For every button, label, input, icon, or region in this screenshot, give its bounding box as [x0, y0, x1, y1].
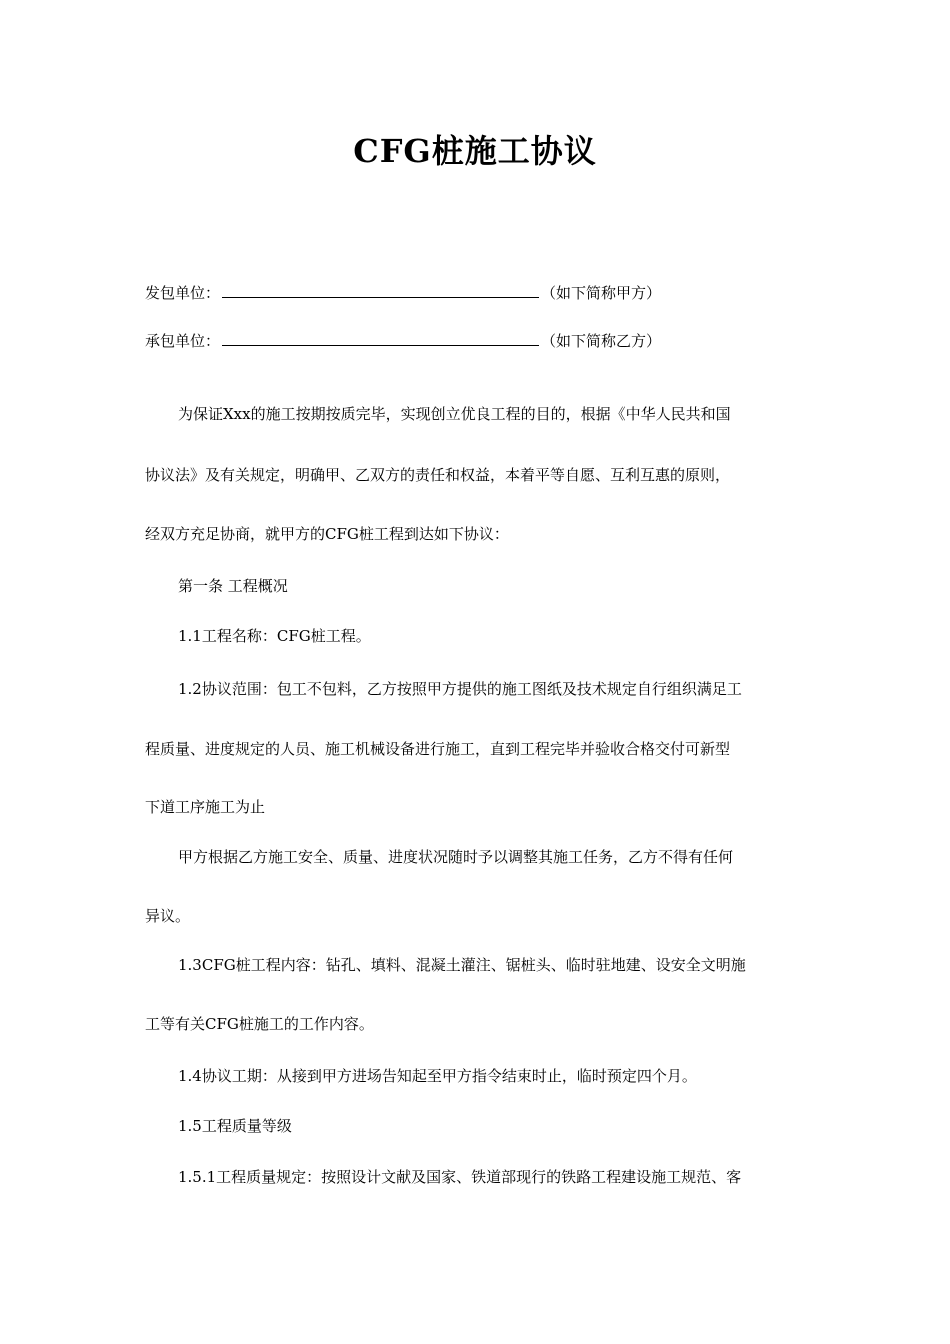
clause-line: 1.3CFG桩工程内容：钻孔、填料、混凝土灌注、锯桩头、临时驻地建、设安全文明施 — [178, 956, 746, 974]
clause-line: 下道工序施工为止 — [145, 798, 266, 816]
employer-line — [145, 282, 661, 303]
body-line: 异议。 — [145, 907, 191, 925]
clause-line: 1.2协议范围：包工不包料，乙方按照甲方提供的施工图纸及技术规定自行组织满足工 — [178, 680, 742, 698]
section-heading: 第一条 工程概况 — [178, 577, 288, 595]
clause-line: 1.5.1工程质量规定：按照设计文献及国家、铁道部现行的铁路工程建设施工规范、客 — [178, 1168, 742, 1186]
contractor-label: 承包单位： — [145, 332, 221, 350]
contractor-suffix: （如下简称乙方） — [541, 332, 662, 350]
clause-line: 1.1工程名称：CFG桩工程。 — [178, 627, 371, 645]
employer-label: 发包单位： — [145, 284, 221, 302]
employer-suffix: （如下简称甲方） — [541, 284, 662, 302]
clause-line: 程质量、进度规定的人员、施工机械设备进行施工，直到工程完毕并验收合格交付可新型 — [145, 740, 731, 758]
clause-line: 1.4协议工期：从接到甲方进场告知起至甲方指令结束时止，临时预定四个月。 — [178, 1067, 697, 1085]
contractor-blank — [222, 331, 539, 346]
clause-line: 工等有关CFG桩施工的工作内容。 — [145, 1015, 374, 1033]
body-line: 为保证Xxx的施工按期按质完毕，实现创立优良工程的目的，根据《中华人民共和国 — [178, 405, 731, 423]
clause-line: 1.5工程质量等级 — [178, 1117, 292, 1135]
employer-blank — [222, 283, 539, 298]
body-line: 甲方根据乙方施工安全、质量、进度状况随时予以调整其施工任务，乙方不得有任何 — [178, 848, 734, 866]
contractor-line — [145, 330, 661, 351]
document-title: CFG桩施工协议 — [353, 132, 597, 170]
body-line: 经双方充足协商，就甲方的CFG桩工程到达如下协议： — [145, 525, 509, 543]
body-line: 协议法》及有关规定，明确甲、乙双方的责任和权益，本着平等自愿、互利互惠的原则， — [145, 466, 731, 484]
